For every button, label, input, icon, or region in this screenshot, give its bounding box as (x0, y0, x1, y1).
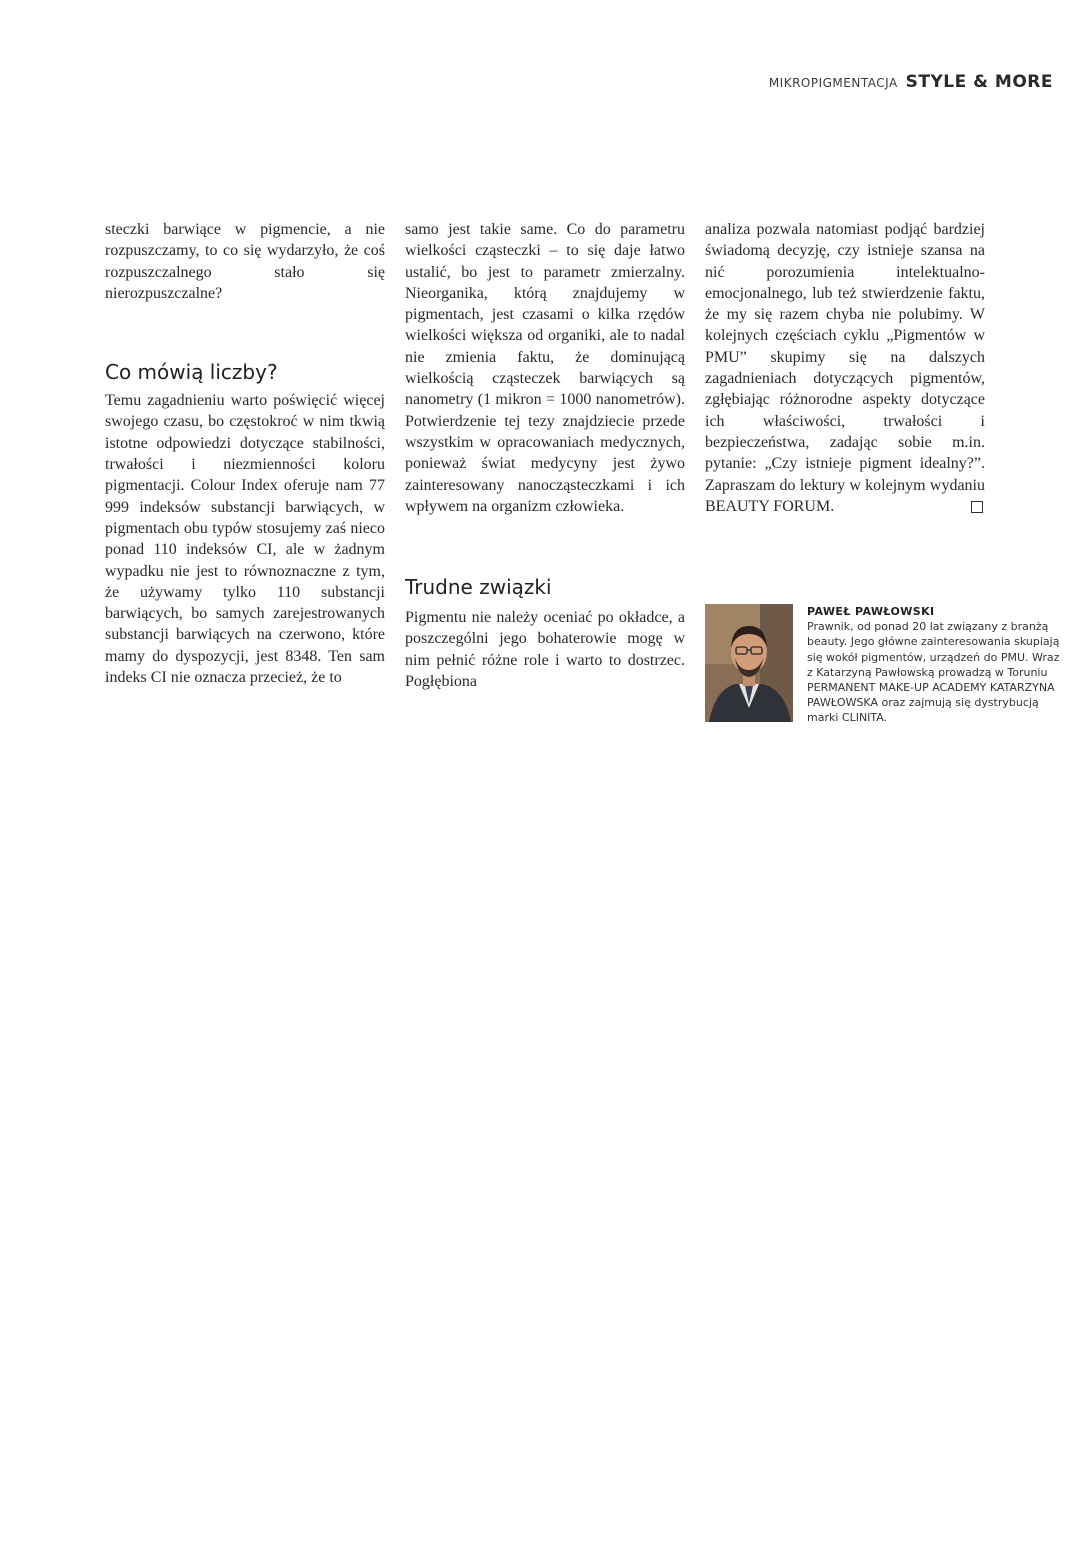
column-1-paragraph-1: steczki barwiące w pigmencie, a nie rozpuszczamy, to co się wydarzyło, że coś rozpuszczalnego stało się nierozpuszczalne? (105, 221, 385, 302)
header-brand: STYLE & MORE (905, 72, 1053, 92)
author-bio: Prawnik, od ponad 20 lat związany z branżą beauty. Jego główne zainteresowania skupiają się wokół pigmentów, urządzeń do PMU. Wraz z Katarzyną Pawłowską prowadzą w Toruniu PERMANENT MAKE-UP ACADEMY KATARZYNA PAWŁOWSKA oraz zajmują się dystrybucją marki CLINITA. (807, 620, 1060, 725)
end-of-article-icon (971, 501, 983, 513)
column-1-paragraph-2: Temu zagadnieniu warto poświęcić więcej swojego czasu, bo częstokroć w nim tkwią istotne odpowiedzi dotyczące stabilności, trwałości i niezmienności koloru pigmentacji. Colour Index oferuje nam 77 999 indeksów substancji barwiących, w pigmentach obu typów stosujemy zaś nieco ponad 110 indeksów CI, ale w żadnym wypadku nie jest to równoznaczne z tym, że używamy tylko 110 substancji barwiących, bo samych zarejestrowanych substancji barwiących na czerwono, które mamy do dyspozycji, jest 8348. Ten sam indeks CI nie oznacza przecież, że to (105, 392, 385, 687)
column-2-paragraph-1: samo jest takie same. Co do parametru wielkości cząsteczki – to się daje łatwo ustalić, bo jest to parametr zmierzalny. Nieorganika, którą znajdujemy w pigmentach, jest czasami o kilka rzędów wielkości większa od organiki, ale to nadal nie zmienia faktu, że dominującą wielkością cząsteczek barwiących są nanometry (1 mikron = 1000 nanometrów). Potwierdzenie tej tezy znajdziecie przede wszystkim w opracowaniach medycznych, ponieważ świat medycyny jest żywo zainteresowany nanocząsteczkami i ich wpływem na organizm człowieka. (405, 221, 685, 515)
author-box (705, 604, 1065, 726)
heading-trudne-zwiazki: Trudne związki (405, 575, 552, 600)
column-2-paragraph-2: Pigmentu nie należy oceniać po okładce, a poszczególni jego bohaterowie mogę w nim pełnić różne role i warto to dostrzec. Pogłębiona (405, 609, 685, 691)
header-section: MIKROPIGMENTACJA (768, 76, 898, 90)
author-bio-block (807, 604, 1065, 726)
column-3 (705, 219, 985, 517)
author-photo (705, 604, 793, 722)
column-1 (105, 219, 385, 688)
running-header (769, 72, 1053, 92)
column-2 (405, 219, 685, 692)
heading-co-mowia-liczby: Co mówią liczby? (105, 360, 278, 385)
column-3-text: analiza pozwala natomiast podjąć bardziej świadomą decyzję, czy istnieje szansa na nić porozumienia intelektualno-emocjonalnego, lub też stwierdzenie faktu, że my się razem chyba nie polubimy. W kolejnych częściach cyklu „Pigmentów w PMU” skupimy się na dalszych zagadnieniach dotyczących pigmentów, zgłębiając różnorodne aspekty dotyczące ich właściwości, trwałości i bezpieczeństwa, zadając sobie m.in. pytanie: „Czy istnieje pigment idealny?”. Zapraszam do lektury w kolejnym wydaniu BEAUTY FORUM. (705, 221, 985, 515)
author-name: PAWEŁ PAWŁOWSKI (807, 605, 935, 618)
column-3-paragraph-1 (705, 219, 985, 517)
